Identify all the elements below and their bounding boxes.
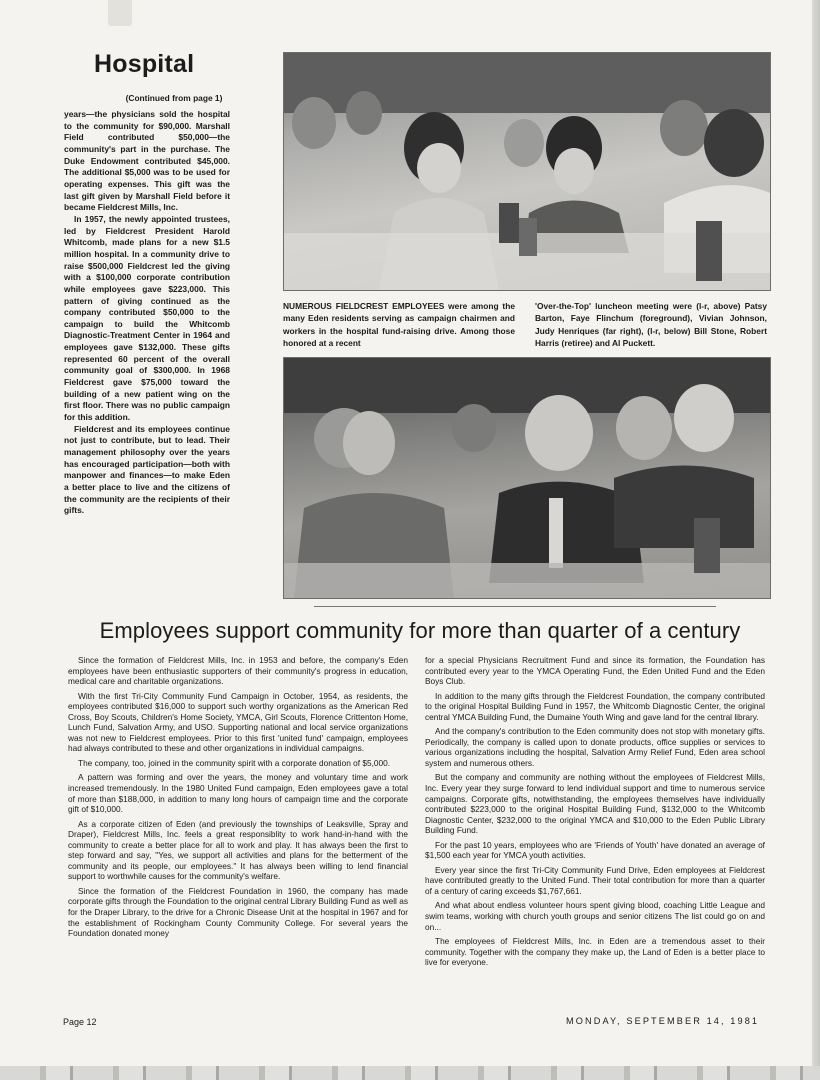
article-paragraph: But the company and community are nothing without the employees of Fieldcrest Mills, Inc. Every year they surge forward to lend individual support and time to numerous service campaigns. Corporate gifts, notwithstanding, the employees themselves have individually contributed $223,000 to the original Hospital Building Fund, $132,000 to the Whitcomb Diagnostic Center, $232,000 to the original YMCA and $10,000 to the Eden Public Library Building Fund. (425, 772, 765, 836)
article-paragraph: A pattern was forming and over the years, the money and voluntary time and work increased tremendously. In the 1980 United Fund campaign, Eden employees gave a total of more than $188,000, in addition to many long hours of campaign time and the corporate gift of $10,000. (68, 772, 408, 815)
photo-caption-right: 'Over-the-Top' luncheon meeting were (l-r, above) Patsy Barton, Faye Flinchum (foreground), Vivian Johnson, Judy Henriques (far right), (l-r, below) Bill Stone, Robert Harris (retiree) and Al Puckett. (535, 301, 767, 348)
article-paragraph: The employees of Fieldcrest Mills, Inc. in Eden are a tremendous asset to their community. Together with the company they make up, the Land of Eden is a better place to live for everyone. (425, 936, 765, 968)
article-paragraph: In addition to the many gifts through the Fieldcrest Foundation, the company contributed to the original Hospital Building Fund in 1957, the Whitcomb Diagnostic Center, the original central YMCA Building Fund, the Dumaine Youth Wing and gave land for the central library. (425, 690, 765, 722)
article-paragraph: for a special Physicians Recruitment Fund and since its formation, the Foundation has contributed every year to the YMCA Operating Fund, the Eden United Fund and the Eden Boys Club. (425, 655, 765, 687)
photo-luncheon-men (283, 357, 771, 599)
article-paragraph: And the company's contribution to the Eden community does not stop with monetary gifts. Periodically, the company is called upon to donate products, office supplies or services to various organizations including the hospital, Salvation Army Relief Fund, Eden area school system and numerous others. (425, 726, 765, 768)
photo-luncheon-women (283, 52, 771, 291)
article-column-right (425, 655, 765, 1007)
continued-note: (Continued from page 1) (125, 93, 223, 103)
article-paragraph: And what about endless volunteer hours spent giving blood, coaching Little League and swim teams, working with church youth groups and senior citizens The list could go on and on... (425, 900, 765, 932)
hospital-title: Hospital (94, 50, 195, 78)
article-paragraph: Every year since the first Tri-City Community Fund Drive, Eden employees at Fieldcrest have contributed greatly to the United Fund. Their total contribution for more than a quarter of a century of caring exceeds $1,767,661. (425, 864, 765, 896)
article-paragraph: With the first Tri-City Community Fund Campaign in October, 1954, as residents, the employees contributed $16,000 to support such worthy organizations as the American Red Cross, Boy Scouts, Children's Home Society, YMCA, Girl Scouts, Florence Crittenton Home, Lunch Fund, Salvation Army, and USO. Supporting national and local service organizations was not new to Fieldcrest employees. Prior to this first 'united fund' campaign, employees had always contributed to these and other organizations in individual campaigns. (68, 690, 408, 754)
article-paragraph: The company, too, joined in the community spirit with a corporate donation of $5,000. (78, 757, 391, 768)
article-column-left (68, 655, 408, 1007)
photo-caption-left: NUMEROUS FIELDCREST EMPLOYEES were among the many Eden residents serving as campaign chairmen and workers in the hospital fund-raising drive. Among those honored at a recent (283, 301, 515, 348)
hospital-paragraph: Fieldcrest and its employees continue not just to contribute, but to lead. Their management philosophy over the years has encouraged participation—both with manpower and finances—to make Eden a better place to live and the citizens of the community are the recipients of their gifts. (64, 423, 230, 516)
page-edge (812, 0, 820, 1080)
scan-bottom-strip (0, 1066, 820, 1080)
hospital-paragraph: In 1957, the newly appointed trustees, led by Fieldcrest President Harold Whitcomb, made plans for a new $1.5 million hospital. In a community drive to raise $500,000 Fieldcrest led the giving with a $100,000 corporate contribution while employees gave $223,000. This pattern of giving continued as the company contributed $50,000 to the campaign to build the Whitcomb Diagnostic-Treatment Center in 1964 and employees gave $132,000. These gifts represented 60 percent of the overall community goal of $300,000. In 1968 Fieldcrest gave $75,000 toward the building of a new patient wing on the first floor. There was no public campaign for this addition. (64, 213, 230, 423)
hospital-paragraph: years—the physicians sold the hospital to the community for $90,000. Marshall Field contributed $50,000—the community's part in the purchase. The Duke Endowment contributed $45,000. The additional $5,000 was to be used for operating expenses. This gift was the last gift given by Marshall Field before it became Fieldcrest Mills, Inc. (64, 109, 230, 213)
article-headline: Employees support community for more than quarter of a century (99, 618, 741, 643)
section-divider (314, 606, 716, 607)
article-paragraph: Since the formation of the Fieldcrest Foundation in 1960, the company has made corporate gifts through the Foundation to the original central Library Building Fund as well as for the Draper Library, to the drive for a Chronic Disease Unit at the hospital in 1967 and for the establishment of Rockingham County Community College. For several years the Foundation donated money (68, 885, 408, 939)
page-number: Page 12 (63, 1017, 97, 1027)
paper-mark (108, 0, 132, 26)
article-paragraph: Since the formation of Fieldcrest Mills, Inc. in 1953 and before, the company's Eden employees have been enthusiastic supporters of their community's progress in education, medical care and charitable organizations. (68, 655, 408, 687)
issue-date: MONDAY, SEPTEMBER 14, 1981 (566, 1016, 760, 1026)
article-paragraph: For the past 10 years, employees who are 'Friends of Youth' have donated an average of $1,500 each year for YMCA youth activities. (425, 839, 765, 861)
hospital-article (64, 109, 230, 589)
article-paragraph: As a corporate citizen of Eden (and previously the townships of Leaksville, Spray and Draper), Fieldcrest Mills, Inc. feels a great responsiblity to work hand-in-hand with the community to create a better place for all to work and play. It has always been the first to step forward and say, "Yes, we support all activities and plans for the betterment of the community and its people, our employees." It has always been willing to lend financial support to worthwhile causes for the community's welfare. (68, 818, 408, 882)
